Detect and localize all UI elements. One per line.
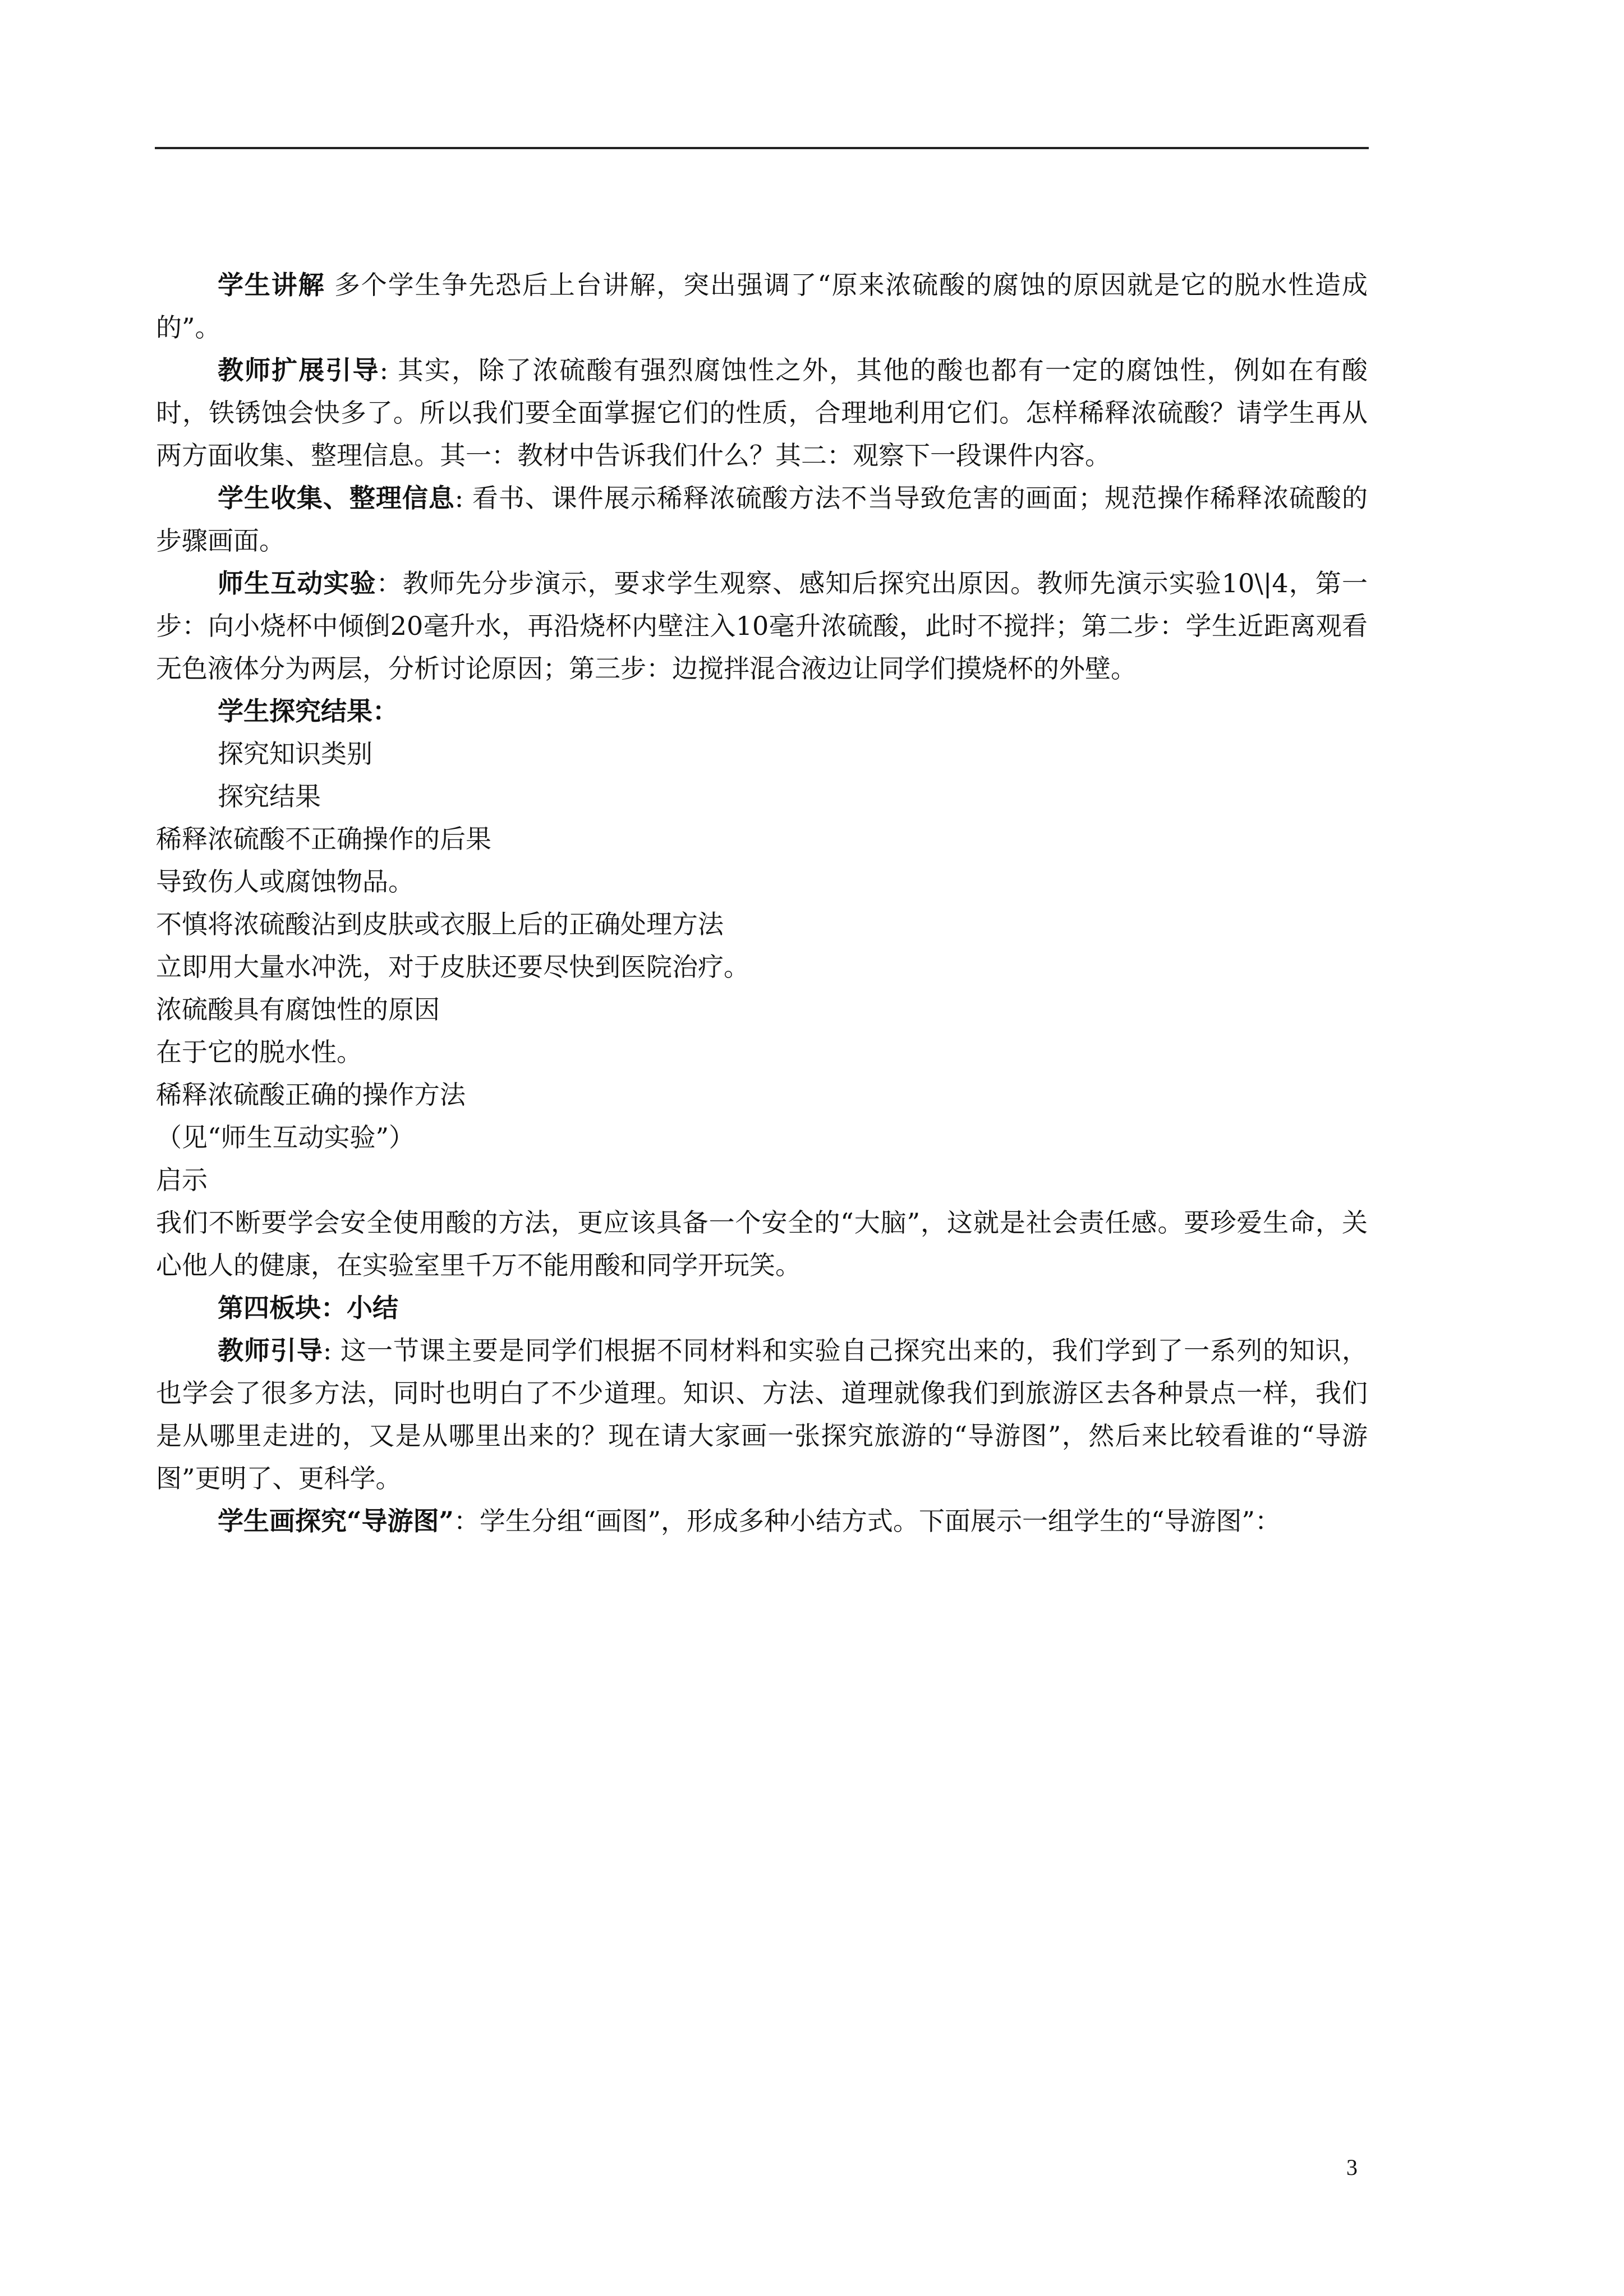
paragraph-student-collect (156, 477, 1368, 562)
result-item-inspiration: 我们不断要学会安全使用酸的方法，更应该具备一个安全的“大脑”，这就是社会责任感。要珍爱生命，关心他人的健康，在实验室里千万不能用酸和同学开玩笑。 (156, 1207, 1368, 1280)
paragraph-label: 学生画探究“导游图” (218, 1506, 454, 1536)
result-item: 稀释浓硫酸正确的操作方法 (156, 1080, 466, 1110)
paragraph-text: : 看书、课件展示稀释浓硫酸方法不当导致危害的画面；规范操作稀释浓硫酸的步骤画面。 (156, 483, 1368, 556)
paragraph-text: : 这一节课主要是同学们根据不同材料和实验自己探究出来的，我们学到了一系列的知识，也学会了很多方法，同时也明白了不少道理。知识、方法、道理就像我们到旅游区去各种景点一样，我们是从哪里走进的，又是从哪里出来的？现在请大家画一张探究旅游的“导游图”，然后来比较看谁的“导游图”更明了、更科学。 (156, 1335, 1368, 1493)
header-rule (155, 147, 1369, 149)
result-item: 浓硫酸具有腐蚀性的原因 (156, 994, 440, 1025)
paragraph-label: 教师扩展引导 (218, 355, 380, 385)
result-item: 不慎将浓硫酸沾到皮肤或衣服上后的正确处理方法 (156, 909, 724, 939)
paragraph-text: ：学生分组“画图”，形成多种小结方式。下面展示一组学生的“导游图”： (453, 1506, 1281, 1536)
paragraph-interactive-experiment (156, 562, 1368, 690)
result-item: 立即用大量水冲洗，对于皮肤还要尽快到医院治疗。 (156, 952, 749, 982)
results-header-category: 探究知识类别 (218, 739, 372, 769)
result-item: 在于它的脱水性。 (156, 1037, 362, 1067)
paragraph-student-draw (156, 1500, 1368, 1542)
paragraph-student-explanation (156, 264, 1368, 349)
section-heading-summary (156, 1287, 1368, 1329)
result-item: 稀释浓硫酸不正确操作的后果 (156, 824, 491, 854)
results-header-result: 探究结果 (218, 781, 321, 812)
paragraph-teacher-extension (156, 349, 1368, 477)
section-heading-text: 第四板块：小结 (218, 1293, 398, 1323)
paragraph-results-heading (156, 690, 1368, 732)
document-body (156, 264, 1368, 1542)
paragraph-text: 多个学生争先恐后上台讲解，突出强调了“原来浓硫酸的腐蚀的原因就是它的脱水性造成的”。 (156, 270, 1368, 343)
paragraph-teacher-guide (156, 1329, 1368, 1500)
paragraph-text: ：教师先分步演示，要求学生观察、感知后探究出原因。教师先演示实验10\|4，第一步：向小烧杯中倾倒20毫升水，再沿烧杯内壁注入10毫升浓硫酸，此时不搅拌；第二步：学生近距离观看无色液体分为两层，分析讨论原因；第三步：边搅拌混合液边让同学们摸烧杯的外壁。 (156, 568, 1368, 684)
paragraph-label: 学生收集、整理信息 (218, 483, 455, 513)
paragraph-text: : 其实，除了浓硫酸有强烈腐蚀性之外，其他的酸也都有一定的腐蚀性，例如在有酸时，铁锈蚀会快多了。所以我们要全面掌握它们的性质，合理地利用它们。怎样稀释浓硫酸？请学生再从两方面收集、整理信息。其一：教材中告诉我们什么？其二：观察下一段课件内容。 (156, 355, 1368, 471)
paragraph-label: 教师引导 (218, 1335, 323, 1366)
paragraph-label: 学生讲解 (218, 270, 325, 300)
result-item: 导致伤人或腐蚀物品。 (156, 866, 414, 897)
paragraph-text: ： (372, 696, 398, 726)
paragraph-label: 学生探究结果 (218, 696, 372, 726)
paragraph-label: 师生互动实验 (218, 568, 376, 598)
result-item: （见“师生互动实验”） (156, 1122, 415, 1152)
page-number: 3 (1346, 2155, 1358, 2180)
result-item: 启示 (156, 1165, 208, 1195)
